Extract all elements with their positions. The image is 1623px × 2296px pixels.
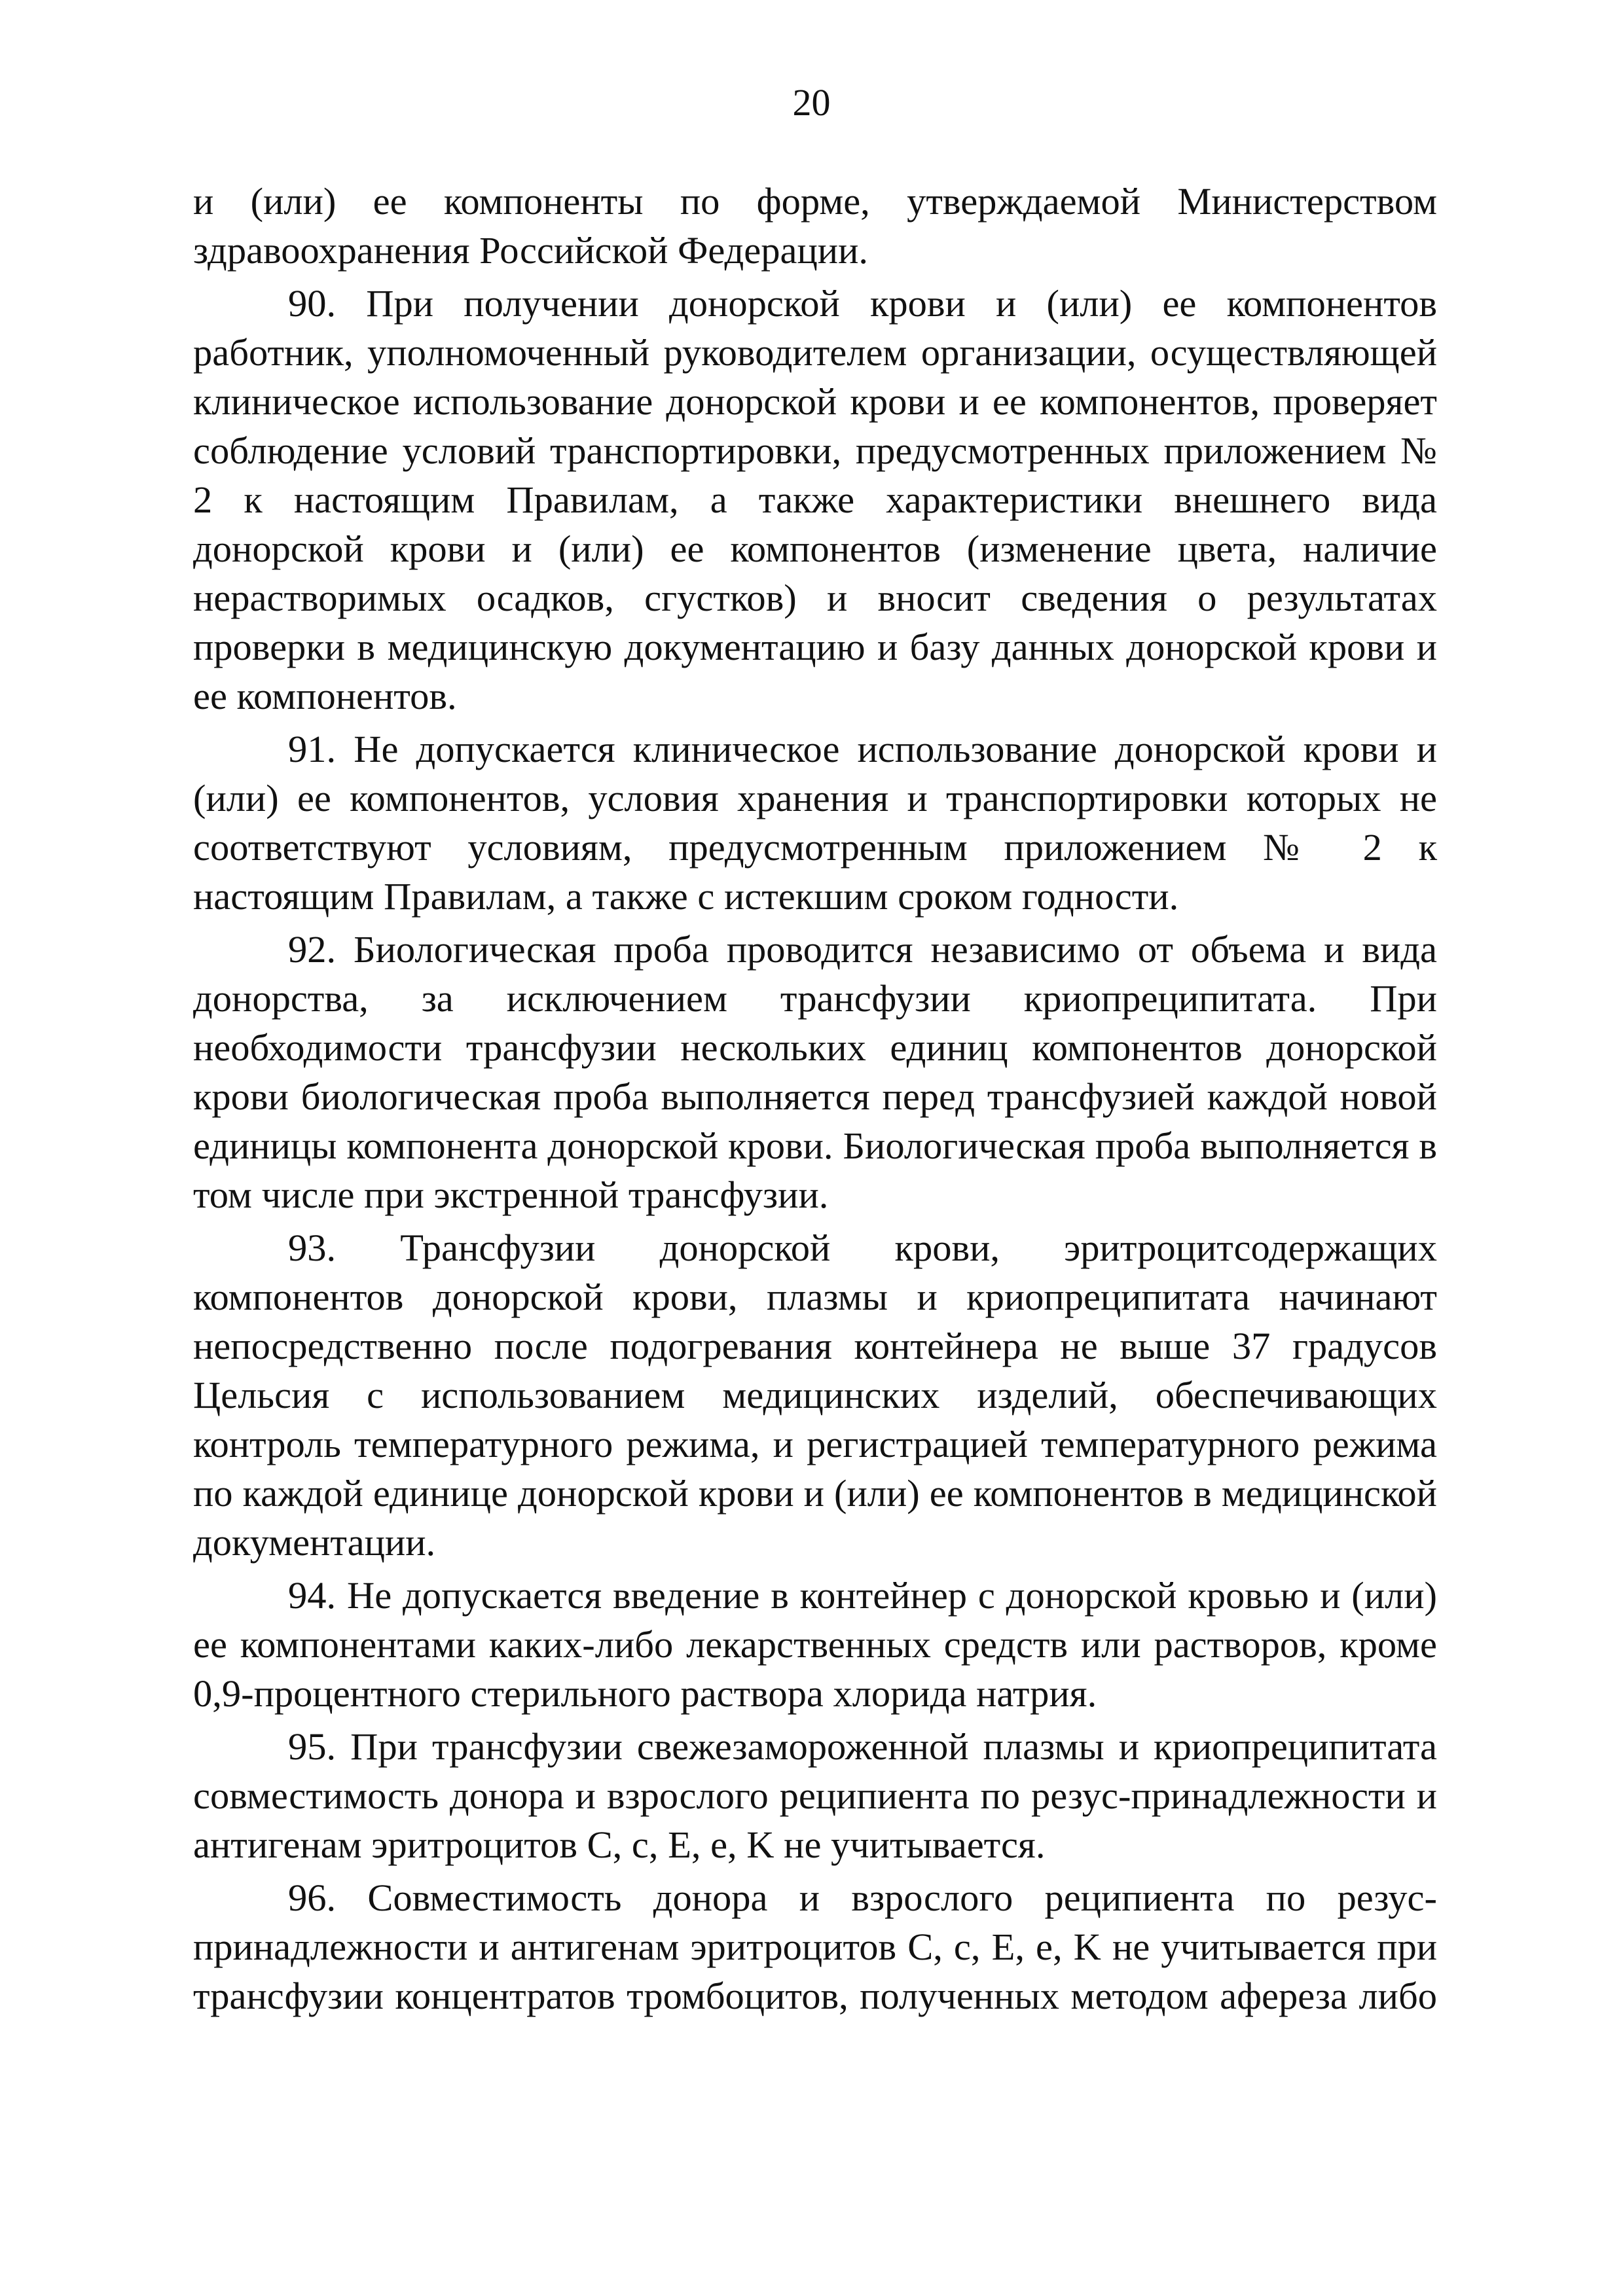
- paragraph-94: 94. Не допускается введение в контейнер с донорской кровью и (или) ее компонентами каких-либо лекарственных средств или растворов, кроме 0,9-процентного стерильного раствора хлорида натрия.: [193, 1574, 1437, 1715]
- paragraph-96: 96. Совместимость донора и взрослого реципиента по резус-принадлежности и антигенам эритроцитов C, c, E, e, K не учитывается при трансфузии концентратов тромбоцитов, полученных методом афереза либо: [193, 1876, 1437, 2017]
- paragraph-continuation: и (или) ее компоненты по форме, утверждаемой Министерством здравоохранения Российской Федерации.: [193, 180, 1437, 272]
- document-body: [193, 177, 1437, 2024]
- paragraph-95: 95. При трансфузии свежезамороженной плазмы и криопреципитата совместимость донора и взрослого реципиента по резус-принадлежности и антигенам эритроцитов C, c, E, e, K не учитывается.: [193, 1725, 1437, 1866]
- paragraph-90: 90. При получении донорской крови и (или) ее компонентов работник, уполномоченный руководителем организации, осуществляющей клиническое использование донорской крови и ее компонентов, проверяет соблюдение условий транспортировки, предусмотренных приложением № 2 к настоящим Правилам, а также характеристики внешнего вида донорской крови и (или) ее компонентов (изменение цвета, наличие нерастворимых осадков, сгустков) и вносит сведения о результатах проверки в медицинскую документацию и базу данных донорской крови и ее компонентов.: [193, 282, 1437, 717]
- paragraph-92: 92. Биологическая проба проводится независимо от объема и вида донорства, за исключением трансфузии криопреципитата. При необходимости трансфузии нескольких единиц компонентов донорской крови биологическая проба выполняется перед трансфузией каждой новой единицы компонента донорской крови. Биологическая проба выполняется в том числе при экстренной трансфузии.: [193, 928, 1437, 1216]
- paragraph-93: 93. Трансфузии донорской крови, эритроцитсодержащих компонентов донорской крови, плазмы и криопреципитата начинают непосредственно после подогревания контейнера не выше 37 градусов Цельсия с использованием медицинских изделий, обеспечивающих контроль температурного режима, и регистрацией температурного режима по каждой единице донорской крови и (или) ее компонентов в медицинской документации.: [193, 1227, 1437, 1564]
- paragraph-91: 91. Не допускается клиническое использование донорской крови и (или) ее компонентов, условия хранения и транспортировки которых не соответствуют условиям, предусмотренным приложением № 2 к настоящим Правилам, а также с истекшим сроком годности.: [193, 728, 1437, 918]
- page-number: 20: [792, 81, 831, 124]
